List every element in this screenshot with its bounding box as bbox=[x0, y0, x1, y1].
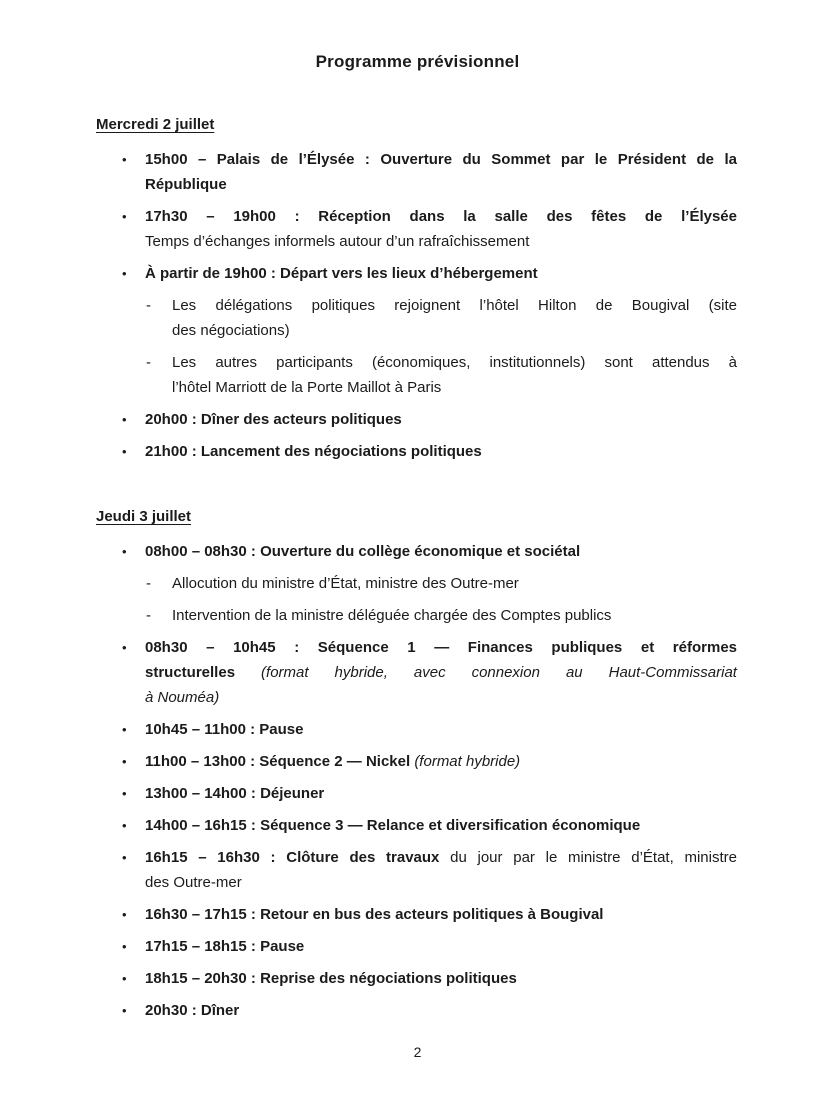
bullet-icon: • bbox=[122, 544, 127, 559]
text-segment: (format hybride, avec connexion au Haut-Commissariat bbox=[261, 664, 737, 681]
text-line bbox=[172, 603, 737, 628]
text-line bbox=[145, 902, 737, 927]
text-segment: structurelles bbox=[145, 664, 262, 681]
schedule-subitem bbox=[146, 571, 737, 596]
bullet-icon: • bbox=[122, 818, 127, 833]
item-text bbox=[172, 603, 737, 628]
item-text bbox=[145, 966, 737, 991]
text-line bbox=[172, 293, 737, 318]
bullet-icon: • bbox=[122, 850, 127, 865]
schedule-item bbox=[122, 439, 737, 464]
schedule-section bbox=[96, 508, 737, 1023]
text-segment: à Nouméa) bbox=[145, 689, 220, 706]
item-text bbox=[145, 902, 737, 927]
section-heading: Jeudi 3 juillet bbox=[96, 508, 192, 525]
dash-icon: - bbox=[146, 297, 151, 314]
dash-icon: - bbox=[146, 575, 151, 592]
bullet-icon: • bbox=[122, 971, 127, 986]
text-segment: Temps d’échanges informels autour d’un rafraîchissement bbox=[145, 233, 530, 250]
item-text bbox=[145, 781, 737, 806]
bullet-icon: • bbox=[122, 266, 127, 281]
item-text bbox=[172, 293, 737, 343]
text-line bbox=[145, 845, 737, 870]
text-line bbox=[145, 870, 737, 895]
text-segment: 15h00 – Palais de l’Élysée : Ouverture du Sommet par le Président de la bbox=[145, 151, 737, 168]
document-title: Programme prévisionnel bbox=[315, 52, 520, 71]
text-segment: 18h15 – 20h30 : Reprise des négociations politiques bbox=[145, 970, 517, 987]
text-segment: des négociations) bbox=[172, 322, 290, 339]
schedule-item bbox=[122, 845, 737, 895]
bullet-icon: • bbox=[122, 152, 127, 167]
text-line bbox=[145, 204, 737, 229]
text-line bbox=[145, 439, 737, 464]
schedule-subitem bbox=[146, 293, 737, 343]
schedule-section bbox=[96, 116, 737, 464]
page-number: 2 bbox=[413, 1044, 422, 1060]
text-segment: 16h30 – 17h15 : Retour en bus des acteurs politiques à Bougival bbox=[145, 906, 604, 923]
text-segment: Allocution du ministre d’État, ministre des Outre-mer bbox=[172, 575, 519, 592]
text-segment: des Outre-mer bbox=[145, 874, 242, 891]
bullet-icon: • bbox=[122, 444, 127, 459]
bullet-icon: • bbox=[122, 1003, 127, 1018]
text-segment: Les délégations politiques rejoignent l’hôtel Hilton de Bougival (site bbox=[172, 297, 737, 314]
bullet-icon: • bbox=[122, 786, 127, 801]
item-text bbox=[145, 813, 737, 838]
schedule-item bbox=[122, 934, 737, 959]
text-segment: Les autres participants (économiques, institutionnels) sont attendus à bbox=[172, 354, 737, 371]
text-segment: 17h15 – 18h15 : Pause bbox=[145, 938, 305, 955]
schedule-item bbox=[122, 998, 737, 1023]
text-line bbox=[145, 172, 737, 197]
schedule-item bbox=[122, 781, 737, 806]
text-segment: République bbox=[145, 176, 227, 193]
text-line bbox=[145, 407, 737, 432]
text-line bbox=[145, 261, 737, 286]
item-text bbox=[145, 147, 737, 197]
text-segment: 20h00 : Dîner des acteurs politiques bbox=[145, 411, 402, 428]
schedule-item bbox=[122, 902, 737, 927]
text-line bbox=[145, 229, 737, 254]
bullet-icon: • bbox=[122, 754, 127, 769]
text-segment: (format hybride) bbox=[414, 753, 521, 770]
section-heading: Mercredi 2 juillet bbox=[96, 116, 215, 133]
text-line bbox=[145, 749, 737, 774]
item-text bbox=[145, 407, 737, 432]
text-line bbox=[172, 350, 737, 375]
item-text bbox=[145, 717, 737, 742]
bullet-icon: • bbox=[122, 907, 127, 922]
text-segment: 13h00 – 14h00 : Déjeuner bbox=[145, 785, 325, 802]
schedule-item bbox=[122, 635, 737, 710]
text-line bbox=[145, 660, 737, 685]
text-line bbox=[172, 318, 737, 343]
text-segment: l’hôtel Marriott de la Porte Maillot à Paris bbox=[172, 379, 442, 396]
schedule-sections bbox=[96, 116, 737, 1023]
schedule-item bbox=[122, 717, 737, 742]
text-segment: 14h00 – 16h15 : Séquence 3 — Relance et diversification économique bbox=[145, 817, 641, 834]
item-text bbox=[145, 998, 737, 1023]
item-text bbox=[145, 204, 737, 254]
text-segment: À partir de 19h00 : Départ vers les lieux d’hébergement bbox=[145, 265, 538, 282]
text-line bbox=[145, 717, 737, 742]
text-segment: 20h30 : Dîner bbox=[145, 1002, 240, 1019]
text-line bbox=[145, 813, 737, 838]
text-line bbox=[145, 781, 737, 806]
text-line bbox=[145, 685, 737, 710]
text-line bbox=[172, 375, 737, 400]
bullet-icon: • bbox=[122, 939, 127, 954]
schedule-item bbox=[122, 204, 737, 254]
schedule-subitem bbox=[146, 350, 737, 400]
item-text bbox=[145, 261, 737, 286]
item-text bbox=[145, 845, 737, 895]
schedule-item bbox=[122, 813, 737, 838]
bullet-icon: • bbox=[122, 412, 127, 427]
item-text bbox=[172, 571, 737, 596]
text-segment: 16h15 – 16h30 : Clôture des travaux bbox=[145, 849, 451, 866]
text-segment: 21h00 : Lancement des négociations politiques bbox=[145, 443, 482, 460]
text-segment: 08h30 – 10h45 : Séquence 1 — Finances publiques et réformes bbox=[145, 639, 737, 656]
text-line bbox=[145, 966, 737, 991]
schedule-item bbox=[122, 749, 737, 774]
bullet-icon: • bbox=[122, 640, 127, 655]
text-line bbox=[172, 571, 737, 596]
text-segment: 10h45 – 11h00 : Pause bbox=[145, 721, 304, 738]
schedule-item bbox=[122, 966, 737, 991]
bullet-icon: • bbox=[122, 209, 127, 224]
text-segment: 11h00 – 13h00 : Séquence 2 — Nickel bbox=[145, 753, 415, 770]
text-line bbox=[145, 934, 737, 959]
item-text bbox=[172, 350, 737, 400]
text-segment: Intervention de la ministre déléguée chargée des Comptes publics bbox=[172, 607, 612, 624]
item-text bbox=[145, 635, 737, 710]
text-line bbox=[145, 998, 737, 1023]
text-segment: du jour par le ministre d’État, ministre bbox=[450, 849, 737, 866]
text-segment: 08h00 – 08h30 : Ouverture du collège économique et sociétal bbox=[145, 543, 581, 560]
text-line bbox=[145, 635, 737, 660]
schedule-item bbox=[122, 539, 737, 564]
schedule-item bbox=[122, 407, 737, 432]
item-text bbox=[145, 934, 737, 959]
schedule-subitem bbox=[146, 603, 737, 628]
text-line bbox=[145, 539, 737, 564]
dash-icon: - bbox=[146, 607, 151, 624]
bullet-icon: • bbox=[122, 722, 127, 737]
document-content bbox=[0, 116, 835, 1023]
dash-icon: - bbox=[146, 354, 151, 371]
item-text bbox=[145, 439, 737, 464]
text-segment: 17h30 – 19h00 : Réception dans la salle des fêtes de l’Élysée bbox=[145, 208, 737, 225]
schedule-item bbox=[122, 261, 737, 286]
item-text bbox=[145, 749, 737, 774]
item-text bbox=[145, 539, 737, 564]
schedule-item bbox=[122, 147, 737, 197]
text-line bbox=[145, 147, 737, 172]
